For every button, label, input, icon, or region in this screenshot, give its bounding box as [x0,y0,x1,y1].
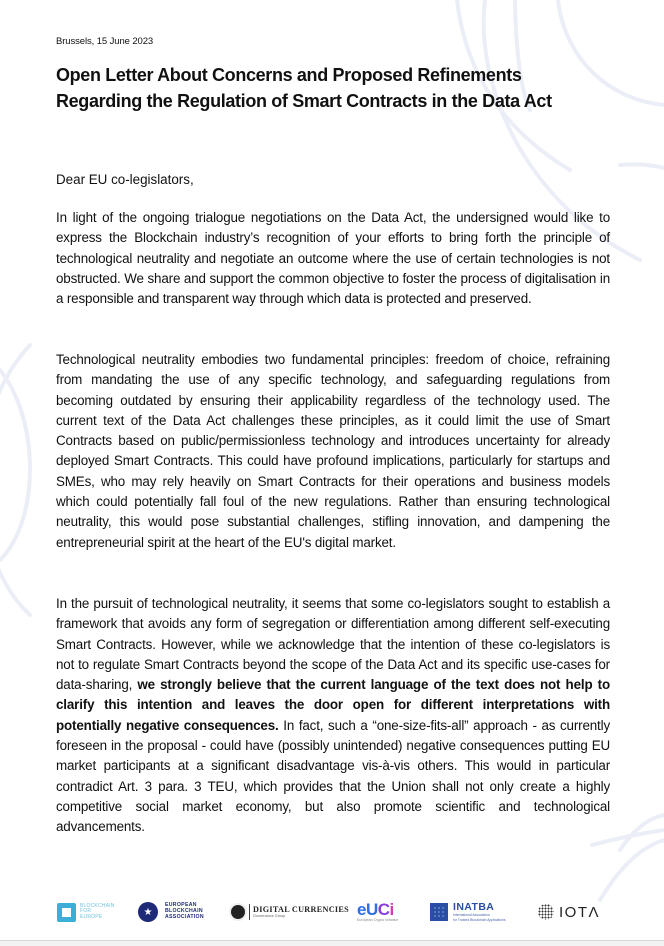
paragraph-2: Technological neutrality embodies two fundamental principles: freedom of choice, refraining from mandating the use of any specific technology, and safeguarding regulations from becoming outdated by ensuring their applicability regardless of the technology used. The current text of the Data Act challenges these principles, as it could limit the use of Smart Contracts based on public/permissionless technology and introduces uncertainty for already deployed Smart Contracts. This could have profound implications, particularly for startups and SMEs, who may rely heavily on Smart Contracts for their operations and business models which could potentially fall foul of the new regulations. Rather than ensuring technological neutrality, this would pose substantial challenges, stifling innovation, and dampening the entrepreneurial spirit at the heart of the EU's digital market. [56,352,610,550]
eba-line-3: ASSOCIATION [165,913,204,920]
bfe-line-3: EUROPE [80,913,103,920]
title-line-2: Regarding the Regulation of Smart Contracts in the Data Act [56,90,552,111]
iota-wordmark: IOTΛ [559,903,601,921]
paragraph-3-text-before: In the pursuit of technological neutrality, it seems that some co-legislators sought to establish a framework that avoids any form of segregation or differentiation among different self-executing Smart Contracts. However, while we acknowledge that the intention of these co-legislators is not to regulate Smart Contracts beyond the scope of the Data Act and its specific use-cases for data-sharing, [56,596,610,693]
euci-subtitle: European Crypto Initiative [357,917,399,922]
dcgg-globe-icon [231,905,245,919]
logo-european-blockchain-association [138,897,204,927]
logo-european-crypto-initiative [357,897,398,927]
eba-line-2: BLOCKCHAIN [165,908,203,915]
paragraph-3 [56,594,610,838]
logo-inatba [430,897,506,927]
dcgg-title: DIGITAL CURRENCIES [253,905,350,914]
bfe-line-1: BLOCKCHAIN [80,902,115,909]
euci-wordmark: eUCi [357,899,394,919]
paragraph-1: In light of the ongoing trialogue negotiations on the Data Act, the undersigned would like to express the Blockchain industry’s recognition of your efforts to bring forth the principle of technological neutrality and negotiate an outcome where the use of certain technologies is not obstructed. We share and support the common objective to foster the process of digitalisation in a responsible and transparent way through which data is protected and preserved. [56,210,610,307]
bfe-line-2: FOR [80,908,92,915]
logo-iota [538,897,600,927]
eba-line-1: EUROPEAN [165,902,197,909]
dcgg-divider [249,904,250,920]
title-line-1: Open Letter About Concerns and Proposed Refinements [56,65,522,85]
inatba-subtitle-1: International Association [453,913,490,918]
inatba-flag-icon [430,903,448,921]
logo-blockchain-for-europe [57,897,115,927]
page-bottom-edge [0,940,664,946]
inatba-title: INATBA [453,901,495,914]
iota-dots-icon [538,904,554,920]
logo-digital-currencies-governance-group [231,897,349,927]
signatory-logos [0,897,664,927]
blockchain-for-europe-square-icon [57,903,76,922]
paragraph-3-bold-statement: we strongly believe that the current language of the text does not help to clarify this intention and leaves the door open for different interpretations with potentially negative consequences. [56,677,610,733]
dcgg-subtitle: Governance Group [253,914,286,918]
paragraph-3-text-after: In fact, such a “one-size-fits-all” approach - as currently foreseen in the proposal - could have (possibly unintended) negative consequences putting EU market participants at a significant disadvantage vis-à-vis others. This would in particular contradict Art. 3 para. 3 TEU, which provides that the Union shall not only create a highly competitive social market economy, but also promote scientific and technological advancements. [56,717,610,835]
dateline: Brussels, 15 June 2023 [56,36,154,47]
salutation: Dear EU co-legislators, [56,172,194,187]
inatba-subtitle-2: for Trusted Blockchain Applications [453,917,506,922]
eba-star-circle-icon: ★ [138,902,158,922]
letter-title [56,63,616,114]
